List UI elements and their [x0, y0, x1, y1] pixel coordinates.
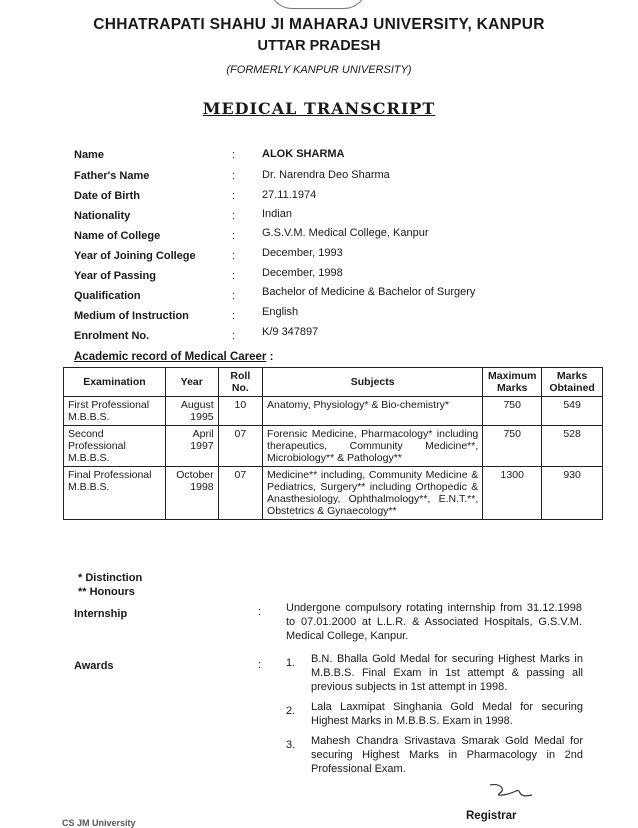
- field-value: G.S.V.M. Medical College, Kanpur: [262, 227, 429, 239]
- field-colon: :: [232, 210, 236, 222]
- academic-record-table: [63, 367, 603, 520]
- field-label: Name: [74, 149, 104, 161]
- col-header-marks-obtained: Marks Obtained: [542, 368, 603, 397]
- academic-record-heading: [74, 351, 273, 363]
- field-label: Date of Birth: [74, 190, 140, 202]
- cell-exam: Second Professional M.B.B.S.: [64, 426, 166, 467]
- field-label: Year of Passing: [74, 270, 156, 282]
- field-label: Father's Name: [74, 170, 150, 182]
- col-header-subjects: Subjects: [263, 368, 483, 397]
- registrar-signature: [486, 781, 536, 803]
- table-header-row: [64, 368, 603, 397]
- cell-obtained: 930: [542, 467, 603, 520]
- cell-year: August 1995: [165, 397, 218, 426]
- cell-max: 1300: [483, 467, 542, 520]
- field-value: English: [262, 306, 299, 318]
- col-header-year: Year: [165, 368, 218, 397]
- field-value: ALOK SHARMA: [262, 148, 345, 160]
- legend-honours: ** Honours: [78, 586, 135, 598]
- former-name: (FORMERLY KANPUR UNIVERSITY): [226, 64, 412, 76]
- col-header-max-marks: Maximum Marks: [483, 368, 542, 397]
- table-row: [64, 467, 603, 520]
- field-value: K/9 347897: [262, 326, 319, 338]
- cell-year: April 1997: [165, 426, 218, 467]
- field-value: December, 1993: [262, 247, 343, 259]
- table-row: [64, 397, 603, 426]
- field-label: Medium of Instruction: [74, 310, 189, 322]
- field-colon: :: [232, 330, 236, 342]
- field-colon: :: [232, 170, 236, 182]
- internship-label: Internship: [74, 608, 128, 620]
- field-colon: :: [232, 290, 236, 302]
- state-name: UTTAR PRADESH: [257, 38, 381, 54]
- cell-roll: 07: [218, 467, 262, 520]
- award-number: 3.: [286, 739, 296, 751]
- field-colon: :: [232, 250, 236, 262]
- field-label: Name of College: [74, 230, 161, 242]
- field-value: December, 1998: [262, 267, 343, 279]
- heading-colon: :: [269, 351, 274, 363]
- cell-subjects: Forensic Medicine, Pharmacology* including therapeutics, Community Medicine**, Microbiology** & Pathology**: [263, 426, 483, 467]
- field-colon: :: [232, 190, 236, 202]
- award-number: 2.: [286, 705, 296, 717]
- field-value: Indian: [262, 208, 292, 220]
- award-text: B.N. Bhalla Gold Medal for securing Highest Marks in M.B.B.S. Final Exam in 1st attempt & passing all previous subjects in 1st attempt in 1998.: [311, 653, 583, 693]
- award-text: Lala Laxmipat Singhania Gold Medal for securing Highest Marks in M.B.B.S. Exam in 1998.: [311, 701, 583, 727]
- footer-left-text: CS JM University: [62, 818, 136, 828]
- award-number: 1.: [286, 657, 296, 669]
- cell-roll: 10: [218, 397, 262, 426]
- field-label: Year of Joining College: [74, 250, 196, 262]
- field-colon: :: [232, 230, 236, 242]
- cell-roll: 07: [218, 426, 262, 467]
- cell-year: October 1998: [165, 467, 218, 520]
- cell-subjects: Anatomy, Physiology* & Bio-chemistry*: [263, 397, 483, 426]
- field-colon: :: [232, 270, 236, 282]
- cell-max: 750: [483, 426, 542, 467]
- cell-subjects: Medicine** including, Community Medicine & Pediatrics, Surgery** including Orthopedic & Anasthesiology, Ophthalmology**, E.N.T.**, Obstetrics & Gynaecology**: [263, 467, 483, 520]
- document-title: MEDICAL TRANSCRIPT: [202, 99, 436, 118]
- col-header-examination: Examination: [64, 368, 166, 397]
- field-label: Qualification: [74, 290, 141, 302]
- table-row: [64, 426, 603, 467]
- col-header-roll: Roll No.: [218, 368, 262, 397]
- cell-obtained: 528: [542, 426, 603, 467]
- field-colon: :: [232, 149, 236, 161]
- internship-colon: :: [258, 606, 262, 618]
- award-text: Mahesh Chandra Srivastava Smarak Gold Medal for securing Highest Marks in Pharmacology in 2nd Professional Exam.: [311, 735, 583, 775]
- cell-max: 750: [483, 397, 542, 426]
- field-value: Bachelor of Medicine & Bachelor of Surgery: [262, 286, 476, 298]
- awards-label: Awards: [74, 660, 114, 672]
- cell-exam: Final Professional M.B.B.S.: [64, 467, 166, 520]
- cell-exam: First Professional M.B.B.S.: [64, 397, 166, 426]
- university-name: CHHATRAPATI SHAHU JI MAHARAJ UNIVERSITY, KANPUR: [93, 16, 545, 33]
- university-seal: [269, 0, 367, 9]
- field-value: 27.11.1974: [262, 189, 317, 201]
- field-colon: :: [232, 310, 236, 322]
- awards-colon: :: [258, 659, 262, 671]
- cell-obtained: 549: [542, 397, 603, 426]
- academic-record-heading-text: Academic record of Medical Career: [74, 351, 267, 363]
- internship-text: Undergone compulsory rotating internship from 31.12.1998 to 07.01.2000 at L.L.R. & Associated Hospitals, G.S.V.M. Medical College, Kanpur.: [286, 602, 582, 642]
- legend-distinction: * Distinction: [78, 572, 143, 584]
- field-value: Dr. Narendra Deo Sharma: [262, 169, 390, 181]
- field-label: Nationality: [74, 210, 131, 222]
- registrar-label: Registrar: [466, 810, 517, 822]
- field-label: Enrolment No.: [74, 330, 150, 342]
